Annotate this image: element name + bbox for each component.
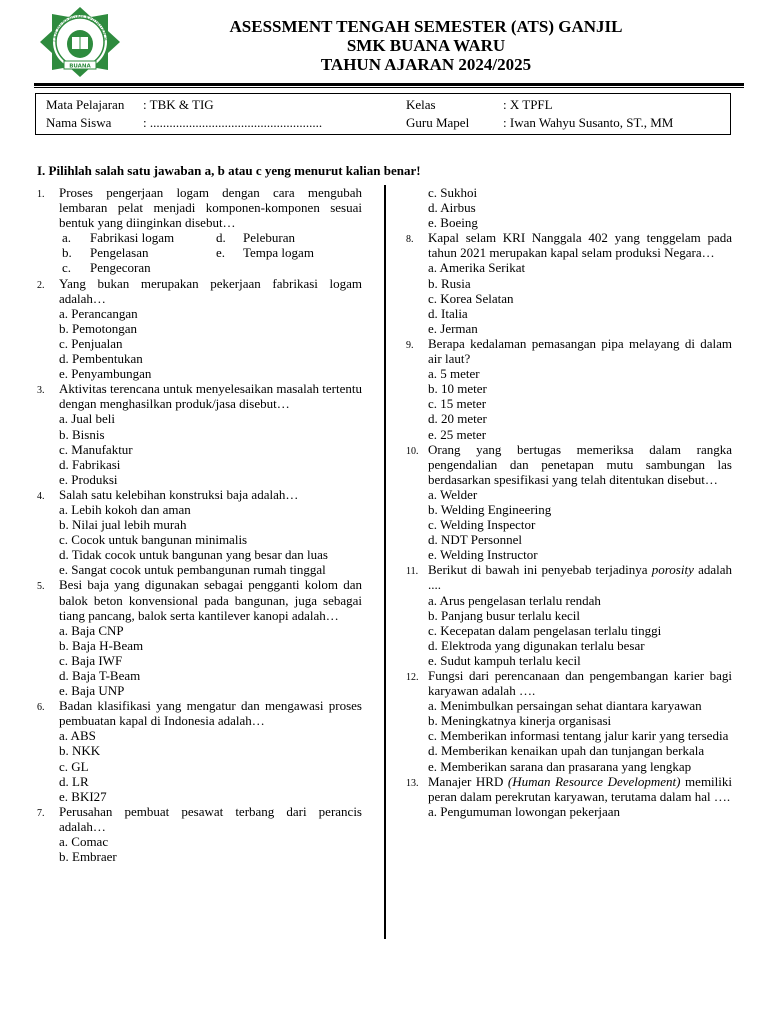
option-b[interactable]: b. Rusia [428, 275, 471, 291]
option-e[interactable]: e. Welding Instructor [428, 547, 538, 563]
option-d[interactable]: d. Tidak cocok untuk bangunan yang besar dan luas [59, 547, 328, 563]
question-text: Perusahan pembuat pesawat terbang dari perancis adalah… [59, 803, 362, 834]
option-e[interactable]: e. Memberikan sarana dan prasarana yang lengkap [428, 758, 692, 774]
header-rule-thin [34, 87, 744, 88]
column-divider [384, 185, 386, 939]
question-text-pre: Berikut di bawah ini penyebab terjadinya [428, 562, 652, 578]
question-4 [37, 487, 362, 502]
question-1 [37, 185, 362, 230]
class-label: Kelas [406, 97, 436, 112]
option-label: a. [62, 230, 72, 246]
option-e[interactable]: e. Sudut kampuh terlalu kecil [428, 652, 581, 668]
section-title: I. Pilihlah salah satu jawaban a, b atau c yeng menurut kalian benar! [37, 163, 421, 178]
option-a[interactable]: a. Jual beli [59, 411, 115, 427]
option-d[interactable]: d. Italia [428, 305, 468, 321]
question-number: 9. [406, 339, 414, 351]
option-a[interactable]: a. Amerika Serikat [428, 260, 526, 276]
question-text-emphasis: (Human Resource Development) [507, 773, 681, 789]
question-6 [37, 698, 362, 728]
question-number: 3. [37, 385, 45, 397]
question-8 [406, 230, 732, 260]
option-d[interactable]: d. Elektroda yang digunakan terlalu besar [428, 637, 645, 653]
option-label: c. [62, 260, 72, 276]
option-a[interactable]: a. Perancangan [59, 305, 138, 321]
option-d[interactable]: d. Fabrikasi [59, 456, 121, 472]
option-c[interactable]: c. Welding Inspector [428, 517, 536, 533]
option-c[interactable]: c. 15 meter [428, 396, 487, 412]
question-number: 12. [406, 672, 419, 683]
option-label: e. [216, 245, 226, 261]
question-11 [406, 562, 732, 592]
option-d[interactable]: d. 20 meter [428, 411, 487, 427]
option-c[interactable]: c. GL [59, 758, 89, 774]
question-12 [406, 668, 732, 698]
question-text-emphasis: porosity [651, 562, 694, 578]
student-info-box [35, 93, 731, 135]
question-text: Kapal selam KRI Nanggala 402 yang tenggelam pada tahun 2021 merupakan kapal selam produksi Negara… [428, 230, 732, 261]
option-a[interactable]: a. Arus pengelasan terlalu rendah [428, 592, 601, 608]
option-b[interactable]: b. Baja H-Beam [59, 637, 144, 653]
option-a[interactable]: a. Welder [428, 486, 478, 502]
svg-text:BUANA: BUANA [69, 63, 91, 70]
option-b[interactable]: b. Welding Engineering [428, 501, 552, 517]
question-text: Besi baja yang digunakan sebagai pengganti kolom dan balok beton konvensional pada bangunan, juga sebagai tiang pancang, balok serta kantilever kanopi adalah… [59, 577, 362, 623]
option-b[interactable]: Pengelasan [90, 245, 149, 261]
option-a[interactable]: a. Lebih kokoh dan aman [59, 501, 191, 517]
option-e[interactable]: e. Produksi [59, 471, 118, 487]
question-text: Fungsi dari perencanaan dan pengembangan karier bagi karyawan adalah …. [428, 668, 732, 699]
option-b[interactable]: b. Panjang busur terlalu kecil [428, 607, 580, 623]
option-e[interactable]: e. BKI27 [59, 788, 107, 804]
teacher-label: Guru Mapel [406, 115, 470, 130]
question-text [428, 774, 732, 804]
question-10 [406, 442, 732, 487]
exam-header [130, 17, 722, 74]
question-number: 13. [406, 777, 419, 789]
question-7 [37, 804, 362, 834]
option-c[interactable]: c. Manufaktur [59, 441, 133, 457]
class-value: : X TPFL [503, 97, 553, 112]
option-b[interactable]: b. Meningkatnya kinerja organisasi [428, 713, 612, 729]
question-text [428, 562, 732, 592]
question-text: Aktivitas terencana untuk menyelesaikan masalah tertentu dengan menghasilkan produk/jasa disebut… [59, 381, 362, 412]
option-b[interactable]: b. Pemotongan [59, 320, 137, 336]
option-b[interactable]: b. 10 meter [428, 381, 487, 397]
question-text: Orang yang bertugas memeriksa dalam rangka pengendalian dan penetapan mutu sambungan las berdasarkan spesifikasi yang telah ditentukan disebut… [428, 441, 732, 487]
option-d[interactable]: d. Baja T-Beam [59, 668, 141, 683]
info-row-subject [46, 96, 726, 114]
question-number: 8. [406, 234, 414, 246]
option-d[interactable]: d. NDT Personnel [428, 532, 523, 548]
academic-year: TAHUN AJARAN 2024/2025 [320, 55, 532, 74]
subject-value: : TBK & TIG [143, 97, 214, 112]
column-right [406, 185, 732, 819]
option-d[interactable]: d. Pembentukan [59, 351, 143, 367]
option-b[interactable]: b. Embraer [59, 849, 117, 865]
option-b[interactable]: b. NKK [59, 743, 101, 759]
header-rule-thick [34, 83, 744, 86]
option-c[interactable]: c. Baja IWF [59, 652, 123, 668]
option-c[interactable]: c. Kecepatan dalam pengelasan terlalu tinggi [428, 622, 662, 638]
option-e[interactable]: e. Boeing [428, 215, 478, 231]
option-c[interactable]: c. Cocok untuk bangunan minimalis [59, 532, 248, 548]
option-d[interactable]: d. LR [59, 773, 89, 789]
question-text: Salah satu kelebihan konstruksi baja adalah… [59, 486, 299, 502]
option-e[interactable]: e. Jerman [428, 320, 478, 336]
question-text: Proses pengerjaan logam dengan cara mengubah lembaran pelat menjadi komponen-komponen sesuai bentuk yang diinginkan disebut… [59, 185, 362, 231]
option-d[interactable]: d. Memberikan kenaikan upah dan tunjangan berkala [428, 743, 705, 759]
question-9 [406, 336, 732, 366]
column-left [37, 185, 362, 864]
option-a[interactable]: a. 5 meter [428, 366, 480, 382]
option-a[interactable]: a. Pengumuman lowongan pekerjaan [428, 803, 621, 819]
svg-text:SEKOLAH MENENGAH KEJURUAN BUAN: LAH MENENGAH KEJURUAN B [51, 13, 109, 42]
student-label: Nama Siswa [46, 115, 112, 130]
option-e[interactable]: e. Sangat cocok untuk pembangunan rumah tinggal [59, 562, 326, 578]
option-b[interactable]: b. Nilai jual lebih murah [59, 517, 187, 533]
student-name-field[interactable]: : ..................................................... [143, 115, 323, 130]
option-c[interactable]: Pengecoran [90, 260, 151, 276]
question-2 [37, 276, 362, 306]
question-text-post: memiliki peran dalam perekrutan karyawan, terutama dalam hal …. [428, 773, 733, 804]
option-e[interactable]: Tempa logam [243, 245, 314, 261]
option-e[interactable]: e. Penyambungan [59, 366, 152, 382]
question-number: 4. [37, 490, 45, 502]
subject-label: Mata Pelajaran [46, 97, 125, 112]
question-text-pre: Manajer HRD [428, 773, 508, 789]
school-logo [34, 5, 126, 79]
option-a[interactable]: a. Menimbulkan persaingan sehat diantara karyawan [428, 698, 702, 714]
question-text-post: adalah .... [428, 562, 732, 593]
q1-options [37, 230, 362, 275]
option-a[interactable]: a. ABS [59, 728, 96, 744]
question-number: 10. [406, 445, 419, 457]
exam-title: ASESSMENT TENGAH SEMESTER (ATS) GANJIL [229, 17, 623, 36]
info-row-student [46, 114, 726, 132]
option-a[interactable]: a. Comac [59, 834, 109, 850]
option-d[interactable]: Peleburan [243, 230, 295, 246]
question-number: 11. [406, 566, 419, 578]
option-c[interactable]: c. Sukhoi [428, 185, 478, 200]
question-text: Yang bukan merupakan pekerjaan fabrikasi logam adalah… [59, 275, 362, 306]
question-5 [37, 577, 362, 622]
school-name: SMK BUANA WARU [346, 36, 506, 55]
option-b[interactable]: b. Bisnis [59, 426, 105, 442]
option-e[interactable]: e. 25 meter [428, 426, 487, 442]
option-d[interactable]: d. Airbus [428, 200, 476, 216]
option-a[interactable]: Fabrikasi logam [90, 230, 175, 246]
question-number: 6. [37, 702, 45, 714]
option-label: d. [216, 230, 226, 246]
teacher-value: : Iwan Wahyu Susanto, ST., MM [503, 115, 674, 130]
question-number: 5. [37, 581, 45, 593]
option-e[interactable]: e. Baja UNP [59, 683, 125, 699]
question-3 [37, 381, 362, 411]
option-c[interactable]: c. Korea Selatan [428, 290, 514, 306]
option-label: b. [62, 245, 72, 261]
option-a[interactable]: a. Baja CNP [59, 622, 124, 638]
question-number: 2. [37, 279, 45, 291]
question-13 [406, 774, 732, 804]
option-c[interactable]: c. Memberikan informasi tentang jalur karir yang tersedia [428, 728, 729, 744]
option-c[interactable]: c. Penjualan [59, 335, 123, 351]
question-number: 1. [37, 189, 45, 200]
question-number: 7. [37, 807, 45, 819]
question-text: Badan klasifikasi yang mengatur dan mengawasi proses pembuatan kapal di Indonesia adalah… [59, 698, 362, 729]
question-text: Berapa kedalaman pemasangan pipa melayang di dalam air laut? [428, 335, 732, 367]
